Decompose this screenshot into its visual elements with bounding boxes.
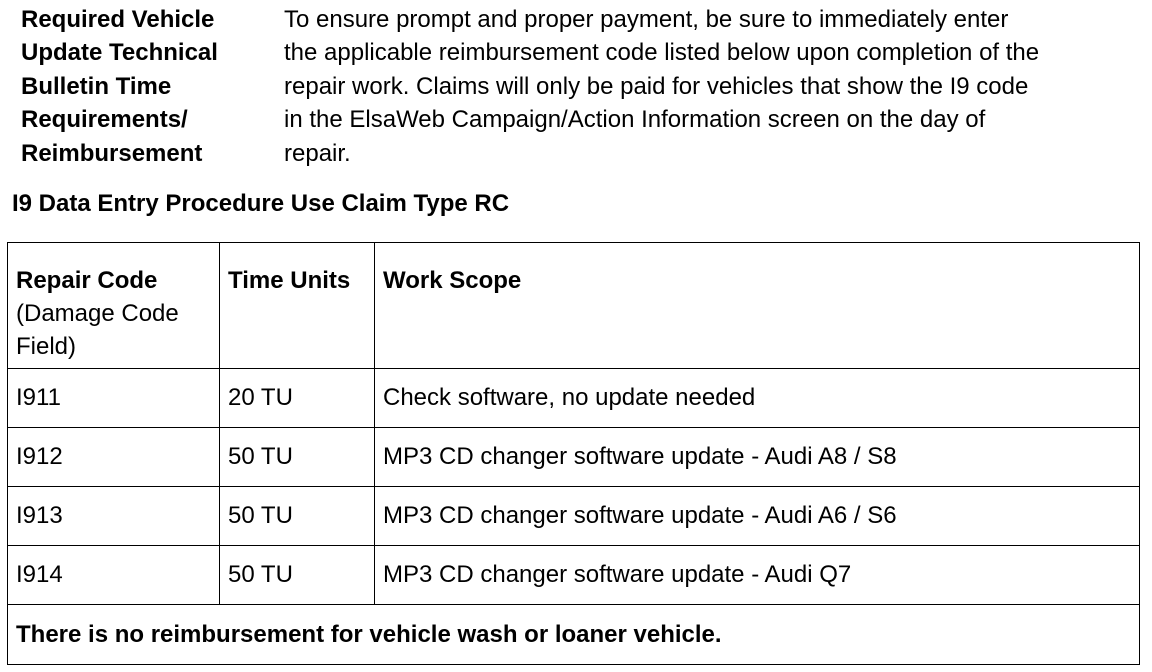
cell-time-units: 50 TU <box>220 546 375 605</box>
instruction-line: repair work. Claims will only be paid for vehicles that show the I9 code <box>284 72 1029 100</box>
reimbursement-instructions <box>284 3 1144 170</box>
reimbursement-label <box>21 3 271 170</box>
label-line: Requirements/ <box>21 106 188 134</box>
table-row <box>8 487 1140 546</box>
cell-work-scope: MP3 CD changer software update - Audi A6 / S6 <box>375 487 1140 546</box>
label-line: Update Technical <box>21 39 218 67</box>
label-line: Bulletin Time <box>21 72 172 100</box>
cell-work-scope: Check software, no update needed <box>375 369 1140 428</box>
label-line: Required Vehicle <box>21 6 215 33</box>
cell-work-scope: MP3 CD changer software update - Audi Q7 <box>375 546 1140 605</box>
table-footer-row <box>8 605 1140 665</box>
no-reimbursement-note: There is no reimbursement for vehicle wash or loaner vehicle. <box>8 605 1140 665</box>
section-heading: I9 Data Entry Procedure Use Claim Type RC <box>12 190 510 217</box>
instruction-line: in the ElsaWeb Campaign/Action Information screen on the day of <box>284 106 986 134</box>
table-row <box>8 369 1140 428</box>
instruction-line: the applicable reimbursement code listed below upon completion of the <box>284 39 1040 67</box>
cell-time-units: 50 TU <box>220 428 375 487</box>
header-repair-code: Repair Code (Damage Code Field) <box>8 243 220 369</box>
cell-repair-code: I914 <box>8 546 220 605</box>
label-line: Reimbursement <box>21 139 203 167</box>
header-time-units: Time Units <box>220 243 375 369</box>
table-header-row <box>8 243 1140 369</box>
cell-work-scope: MP3 CD changer software update - Audi A8 / S8 <box>375 428 1140 487</box>
cell-repair-code: I913 <box>8 487 220 546</box>
repair-code-table <box>7 242 1140 665</box>
table-row <box>8 546 1140 605</box>
cell-time-units: 50 TU <box>220 487 375 546</box>
cell-repair-code: I912 <box>8 428 220 487</box>
table-row <box>8 428 1140 487</box>
instruction-line: repair. <box>284 139 351 167</box>
cell-repair-code: I911 <box>8 369 220 428</box>
header-work-scope: Work Scope <box>375 243 1140 369</box>
cell-time-units: 20 TU <box>220 369 375 428</box>
instruction-line: To ensure prompt and proper payment, be sure to immediately enter <box>284 6 1009 33</box>
